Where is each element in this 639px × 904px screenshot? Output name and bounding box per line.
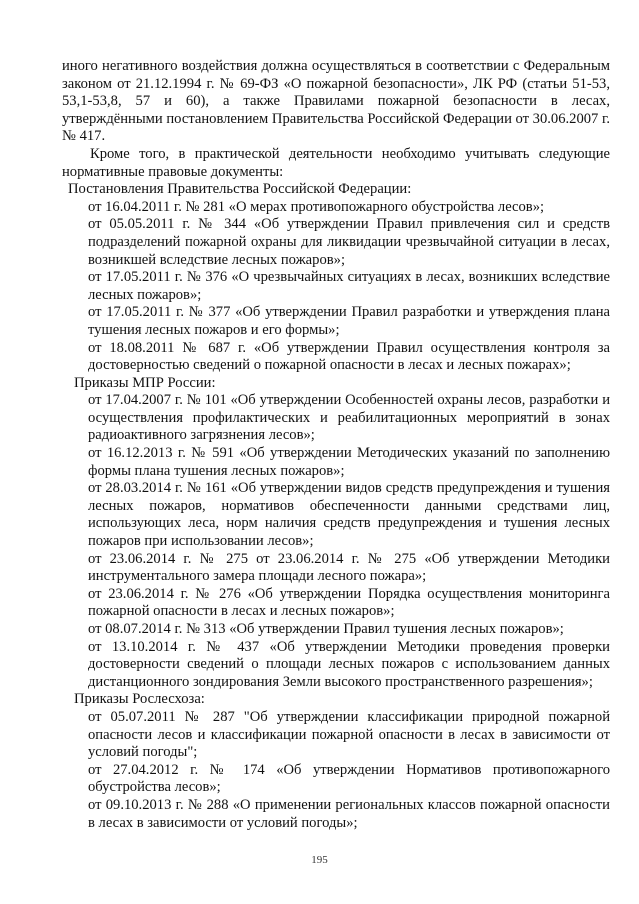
list-item: от 16.12.2013 г. № 591 «Об утверждении Методических указаний по заполнению формы плана тушения лесных пожаров»; xyxy=(88,445,610,479)
list-item: от 16.04.2011 г. № 281 «О мерах противопожарного обустройства лесов»; xyxy=(88,198,545,215)
group-heading: Постановления Правительства Российской Федерации: xyxy=(68,181,412,198)
group-government-decrees xyxy=(62,181,610,375)
list-item: от 17.05.2011 г. № 376 «О чрезвычайных ситуациях в лесах, возникших вследствие лесных пожаров»; xyxy=(88,269,610,303)
group-heading: Приказы Рослесхоза: xyxy=(74,691,205,708)
page-content xyxy=(62,58,610,832)
lead-paragraph: Кроме того, в практической деятельности необходимо учитывать следующие нормативные правовые документы: xyxy=(62,145,610,180)
list-item: от 05.07.2011 № 287 "Об утверждении классификации природной пожарной опасности лесов и классификации пожарной опасности в лесах в зависимости от условий погоды"; xyxy=(88,708,610,761)
group-rosleskhoz-orders xyxy=(62,691,610,832)
list-item: от 17.04.2007 г. № 101 «Об утверждении Особенностей охраны лесов, разработки и осуществления профилактических и реабилитационных мероприятий в зонах радиоактивного загрязнения лесов»; xyxy=(88,392,610,444)
page-number: 195 xyxy=(311,854,328,866)
list-item: от 05.05.2011 г. № 344 «Об утверждении Правил привлечения сил и средств подразделений пожарной охраны для ликвидации чрезвычайной ситуации в лесах, возникшей вследствие лесных пожаров»; xyxy=(88,216,610,268)
list-item: от 27.04.2012 г. № 174 «Об утверждении Нормативов противопожарного обустройства лесов»; xyxy=(88,761,610,796)
list-item: от 23.06.2014 г. № 276 «Об утверждении Порядка осуществления мониторинга пожарной опасности в лесах и лесных пожаров»; xyxy=(88,585,610,620)
list-item: от 13.10.2014 г. № 437 «Об утверждении Методики проведения проверки достоверности сведений о площади лесных пожаров с использованием данных дистанционного зондирования Земли высокого пространственного разрешения»; xyxy=(88,638,610,690)
group-heading: Приказы МПР России: xyxy=(74,374,216,391)
list-item: от 28.03.2014 г. № 161 «Об утверждении видов средств предупреждения и тушения лесных пожаров, нормативов обеспеченности данными средствами лиц, использующих леса, норм наличия средств предупреждения и тушения лесных пожаров при использовании лесов»; xyxy=(88,480,610,550)
list-item: от 23.06.2014 г. № 275 от 23.06.2014 г. № 275 «Об утверждении Методики инструментального замера площади лесного пожара»; xyxy=(88,550,610,585)
list-item: от 17.05.2011 г. № 377 «Об утверждении Правил разработки и утверждения плана тушения лесных пожаров и его формы»; xyxy=(88,304,610,338)
intro-paragraph: иного негативного воздействия должна осуществляться в соответствии с Федеральным законом от 21.12.1994 г. № 69-ФЗ «О пожарной безопасности», ЛК РФ (статьи 51-53, 53,1-53,8, 57 и 60), а также Правилами пожарной безопасности в лесах, утверждёнными постановлением Правительства Российской Федерации от 30.06.2007 г. № 417. xyxy=(62,58,610,145)
list-item: от 09.10.2013 г. № 288 «О применении региональных классов пожарной опасности в лесах в зависимости от условий погоды»; xyxy=(88,796,610,831)
list-item: от 08.07.2014 г. № 313 «Об утверждении Правил тушения лесных пожаров»; xyxy=(88,621,564,637)
group-mpr-orders xyxy=(62,375,610,692)
list-item: от 18.08.2011 № 687 г. «Об утверждении Правил осуществления контроля за достоверностью сведений о пожарной опасности в лесах и лесных пожарах»; xyxy=(88,339,610,374)
